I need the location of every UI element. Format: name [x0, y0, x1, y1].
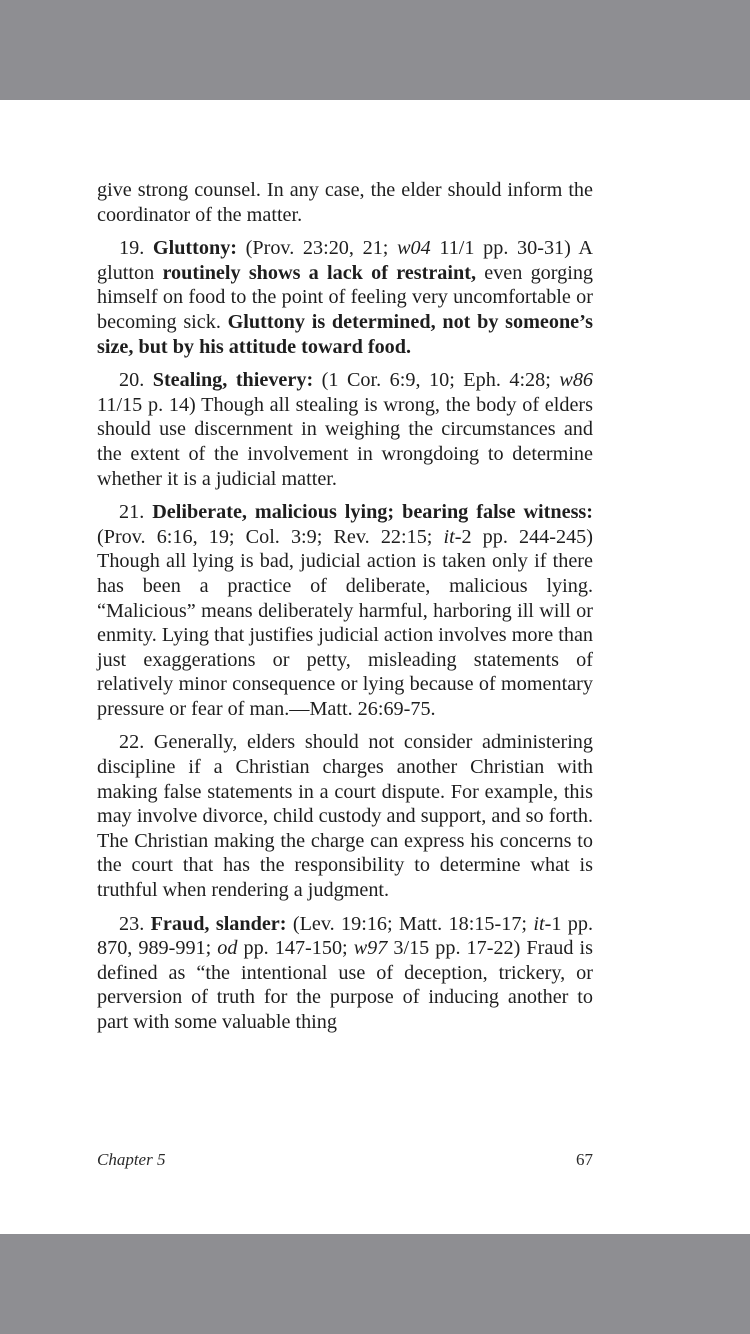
paragraph-20: [97, 368, 593, 491]
paragraph-number: 21.: [119, 501, 145, 524]
reference: it: [533, 912, 545, 935]
text: (Prov. 23:20, 21;: [237, 237, 398, 260]
text: -1 pp. 870, 989-991;: [97, 912, 593, 960]
paragraph-number: 23.: [119, 912, 145, 935]
text: 11/15 p. 14) Though all stealing is wrong, the body of elders should use discernment in weighing the circumstances and the extent of the involvement in wrongdoing to determine whether it is a judicial matter.: [97, 393, 593, 490]
emphasis-text: Gluttony is determined, not by someone’s size, but by his attitude toward food.: [97, 310, 593, 358]
paragraph-19: [97, 236, 593, 359]
paragraph-heading: Gluttony:: [152, 237, 238, 260]
page-body-text: [97, 178, 593, 1044]
paragraph-number: 20.: [119, 369, 145, 392]
paragraph-23: [97, 912, 593, 1035]
text: give strong counsel. In any case, the elder should inform the coordinator of the matter.: [97, 179, 593, 226]
text: (Prov. 6:16, 19; Col. 3:9; Rev. 22:15;: [97, 525, 444, 548]
paragraph-heading: Stealing, thievery:: [152, 369, 314, 392]
text: 11/1 pp. 30-31) A glutton: [97, 237, 593, 284]
paragraph-22: [97, 730, 593, 902]
paragraph-number: 22.: [119, 731, 145, 754]
text: even gorging himself on food to the point of feeling very uncomfortable or becoming sick.: [97, 261, 594, 333]
paragraph-heading: Fraud, slander:: [150, 912, 287, 935]
reference: od: [217, 937, 238, 960]
bottom-gray-bar: [0, 1234, 750, 1334]
text: -2 pp. 244-245) Though all lying is bad, judicial action is taken only if there has been a practice of deliberate, malicious lying. “Malicious” means deliberately harmful, harboring ill will or enmity. Lying that justifies judicial action involves more than just exaggerations or petty, misleading statements of relatively minor consequence or lying because of momentary pressure or fear of man.—Matt. 26:69-75.: [97, 525, 593, 720]
text: Generally, elders should not consider administering discipline if a Christian charges another Christian with making false statements in a court dispute. For example, this may involve divorce, child custody and support, and so forth. The Christian making the charge can express his concerns to the court that has the responsibility to determine what is truthful when rendering a judgment.: [97, 731, 593, 902]
page-number: 67: [576, 1150, 593, 1169]
paragraph-21: [97, 500, 593, 721]
reference: it: [443, 525, 455, 548]
emphasis-text: routinely shows a lack of restraint,: [162, 261, 476, 284]
top-gray-bar: [0, 0, 750, 100]
reference: w04: [397, 237, 431, 260]
paragraph-continued: [97, 178, 593, 227]
reference: w97: [353, 937, 388, 960]
paragraph-number: 19.: [119, 237, 145, 260]
text: (1 Cor. 6:9, 10; Eph. 4:28;: [313, 369, 560, 392]
paragraph-heading: Deliberate, malicious lying; bearing false witness:: [152, 501, 594, 524]
chapter-label: Chapter 5: [97, 1150, 166, 1169]
text: (Lev. 19:16; Matt. 18:15-17;: [286, 912, 534, 935]
document-page: [0, 100, 750, 1234]
reference: w86: [559, 369, 594, 392]
text: 3/15 pp. 17-22) Fraud is defined as “the intentional use of deception, trickery, or perversion of truth for the purpose of inducing another to part with some valuable thing: [97, 937, 593, 1033]
text: pp. 147-150;: [237, 937, 354, 960]
